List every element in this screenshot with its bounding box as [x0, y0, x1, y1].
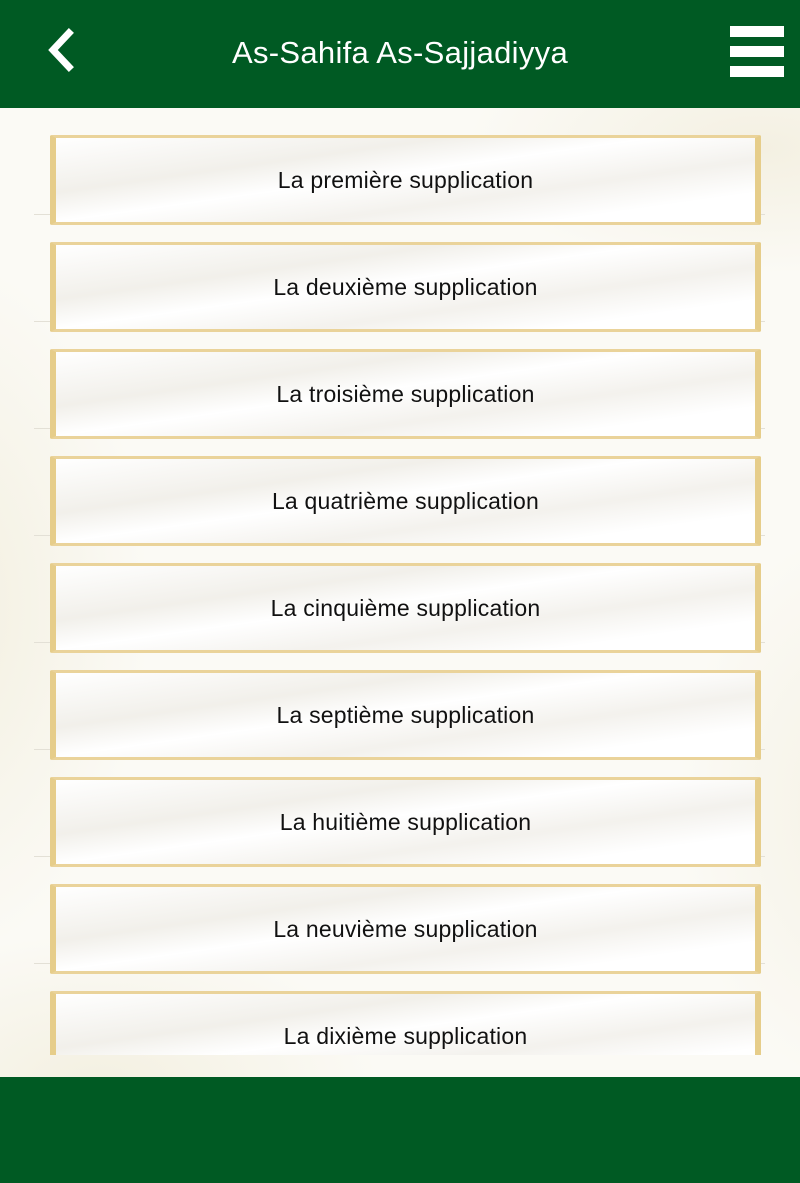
supplication-label: La cinquième supplication	[270, 594, 541, 621]
supplication-card-2[interactable]	[50, 242, 761, 332]
supplication-card-7[interactable]	[50, 670, 761, 760]
menu-button[interactable]	[730, 26, 784, 78]
supplication-label: La deuxième supplication	[273, 273, 538, 300]
app-header	[0, 0, 800, 108]
supplication-label: La troisième supplication	[276, 380, 535, 407]
list-item	[34, 964, 765, 1055]
supplication-label: La septième supplication	[276, 701, 535, 728]
supplication-card-4[interactable]	[50, 456, 761, 546]
list-item	[34, 750, 765, 857]
content-area	[0, 108, 800, 1077]
supplication-card-1[interactable]	[50, 135, 761, 225]
supplication-label: La quatrième supplication	[271, 487, 540, 514]
list-item	[34, 322, 765, 429]
supplication-card-3[interactable]	[50, 349, 761, 439]
supplication-card-8[interactable]	[50, 777, 761, 867]
supplication-label: La huitième supplication	[279, 808, 532, 835]
supplication-card-10[interactable]	[50, 991, 761, 1055]
footer-bar	[0, 1077, 800, 1183]
list-item	[34, 215, 765, 322]
supplication-label: La première supplication	[277, 166, 534, 193]
list-item	[34, 536, 765, 643]
list-item	[34, 643, 765, 750]
supplication-label: La neuvième supplication	[273, 915, 538, 942]
supplication-card-5[interactable]	[50, 563, 761, 653]
list-item	[34, 857, 765, 964]
page-title: As-Sahifa As-Sajjadiyya	[231, 35, 568, 70]
chevron-left-icon	[44, 28, 76, 72]
list-item	[34, 429, 765, 536]
supplication-card-9[interactable]	[50, 884, 761, 974]
list-item	[34, 108, 765, 215]
back-button[interactable]	[34, 24, 86, 76]
supplication-list[interactable]	[34, 108, 765, 1055]
supplication-label: La dixième supplication	[283, 1022, 528, 1049]
